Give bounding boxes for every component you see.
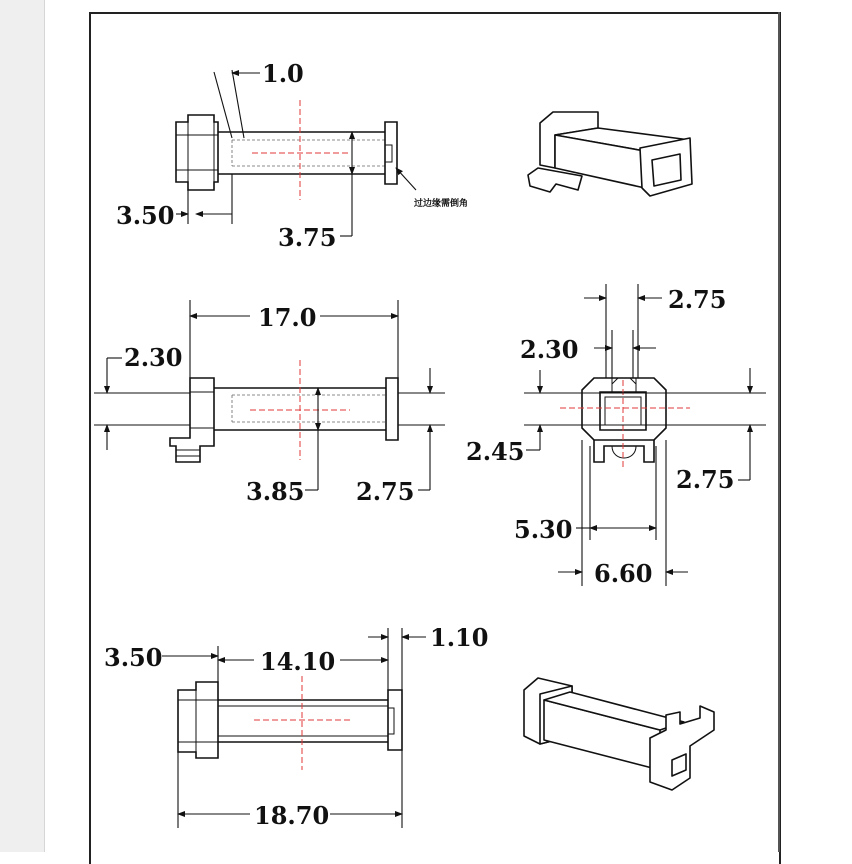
dim-body-height-3-75: 3.75: [278, 223, 337, 252]
dim-right-height-2-75: 2.75: [676, 465, 735, 494]
dim-pin-offset-2-30: 2.30: [124, 343, 183, 372]
dim-core-height-3-85: 3.85: [246, 477, 305, 506]
chamfer-note: 过边缘需倒角: [414, 199, 469, 209]
dim-flange-width-6-60: 6.60: [594, 559, 653, 588]
dim-inner-width-2-30: 2.30: [520, 335, 579, 364]
isometric-view-bottom: [524, 678, 714, 790]
dim-right-flange-1-10: 1.10: [430, 623, 489, 652]
isometric-view-top: [528, 112, 692, 196]
dim-left-flange-3-50: 3.50: [116, 201, 175, 230]
dim-body-length-14-10: 14.10: [260, 647, 336, 676]
dim-core-width-5-30: 5.30: [514, 515, 573, 544]
dim-total-length-18-70: 18.70: [254, 801, 330, 830]
dim-overall-length-17-0: 17.0: [258, 303, 317, 332]
dim-left-flange-3-50-bottom: 3.50: [104, 643, 163, 672]
dim-top-width-2-75: 2.75: [668, 285, 727, 314]
dim-chamfer-1-0: 1.0: [262, 59, 304, 88]
dim-lower-offset-2-45: 2.45: [466, 437, 525, 466]
top-side-view: [176, 70, 416, 236]
dim-right-gap-2-75: 2.75: [356, 477, 415, 506]
